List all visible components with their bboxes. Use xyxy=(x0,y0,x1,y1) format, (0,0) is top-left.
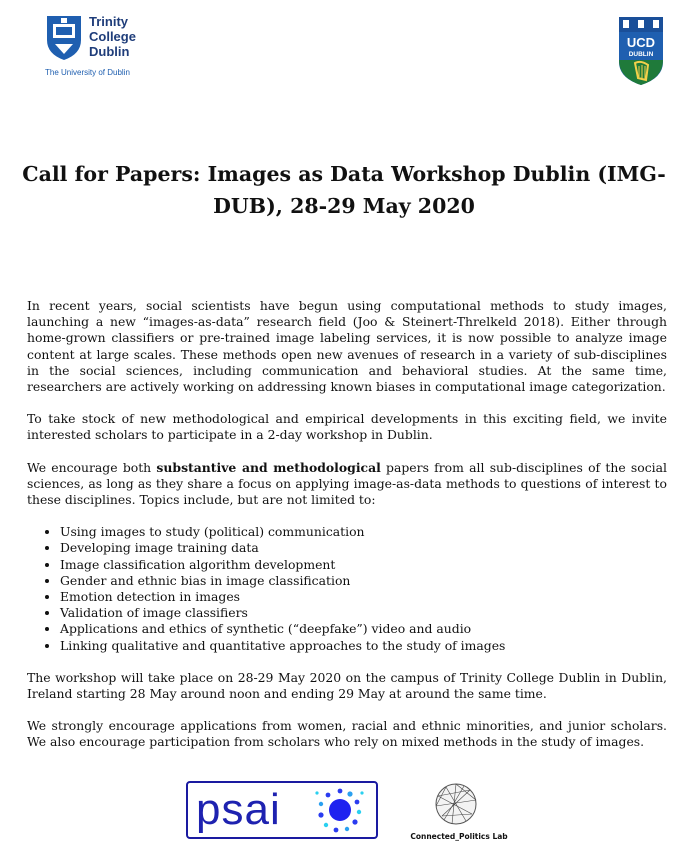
psai-logo xyxy=(186,781,378,839)
psai-dots-icon xyxy=(314,785,366,835)
list-item: • Emotion detection in images xyxy=(60,589,667,605)
list-item: • Using images to study (political) communication xyxy=(60,524,667,540)
intro-paragraph: In recent years, social scientists have begun using computational methods to study images, launching a new “images-as-data” research field (Joo & Steinert-Threlkeld 2018). Either through home-grown classifiers or pre-trained image labeling services, it is now possible to analyze image content at large scales. These methods open new avenues of research in a variety of sub-disciplines in the social sciences, including communication and behavioral studies. At the same time, researchers are actively working on addressing known biases in computational image categorization. xyxy=(27,298,667,395)
svg-text:UCD: UCD xyxy=(626,35,656,50)
cpl-logo-label: Connected_Politics Lab xyxy=(410,832,508,841)
svg-text:DUBLIN: DUBLIN xyxy=(628,51,654,58)
list-item: • Linking qualitative and quantitative approaches to the study of images xyxy=(60,638,667,654)
tcd-shield-icon xyxy=(45,14,83,62)
list-item: • Developing image training data xyxy=(60,540,667,556)
list-item: • Applications and ethics of synthetic (“deepfake”) video and audio xyxy=(60,621,667,637)
document-title: Call for Papers: Images as Data Workshop Dublin (IMG-DUB), 28-29 May 2020 xyxy=(22,162,666,218)
document-body xyxy=(27,298,667,767)
invitation-paragraph: To take stock of new methodological and empirical developments in this exciting field, we invite interested scholars to participate in a 2-day workshop in Dublin. xyxy=(27,411,667,443)
tcd-logo-name: Trinity College Dublin xyxy=(89,14,136,59)
topics-intro-before: We encourage both xyxy=(27,459,157,475)
diversity-paragraph: We strongly encourage applications from women, racial and ethnic minorities, and junior scholars. We also encourage participation from scholars who rely on mixed methods in the study of images. xyxy=(27,718,667,750)
list-item: • Validation of image classifiers xyxy=(60,605,667,621)
connected-politics-lab-logo xyxy=(404,780,514,846)
tcd-logo-subtitle: The University of Dublin xyxy=(45,68,130,77)
trinity-college-dublin-logo xyxy=(45,14,155,80)
list-item: • Image classification algorithm development xyxy=(60,557,667,573)
psai-logo-text: psai xyxy=(196,785,281,834)
network-icon xyxy=(432,780,480,828)
ucd-logo xyxy=(618,16,664,86)
topics-intro-paragraph xyxy=(27,460,667,509)
topics-intro-bold: substantive and methodological xyxy=(156,459,381,475)
venue-paragraph: The workshop will take place on 28-29 May 2020 on the campus of Trinity College Dublin in Dublin, Ireland starting 28 May around noon and ending 29 May at around the same time. xyxy=(27,669,667,702)
list-item: • Gender and ethnic bias in image classification xyxy=(60,573,667,589)
topics-list xyxy=(27,524,667,654)
topics-intro-after: papers from all sub-disciplines of the social sciences, as long as they share a focus on applying image-as-data methods to questions of interest to these disciplines. Topics include, but are not limited to: xyxy=(27,459,667,508)
